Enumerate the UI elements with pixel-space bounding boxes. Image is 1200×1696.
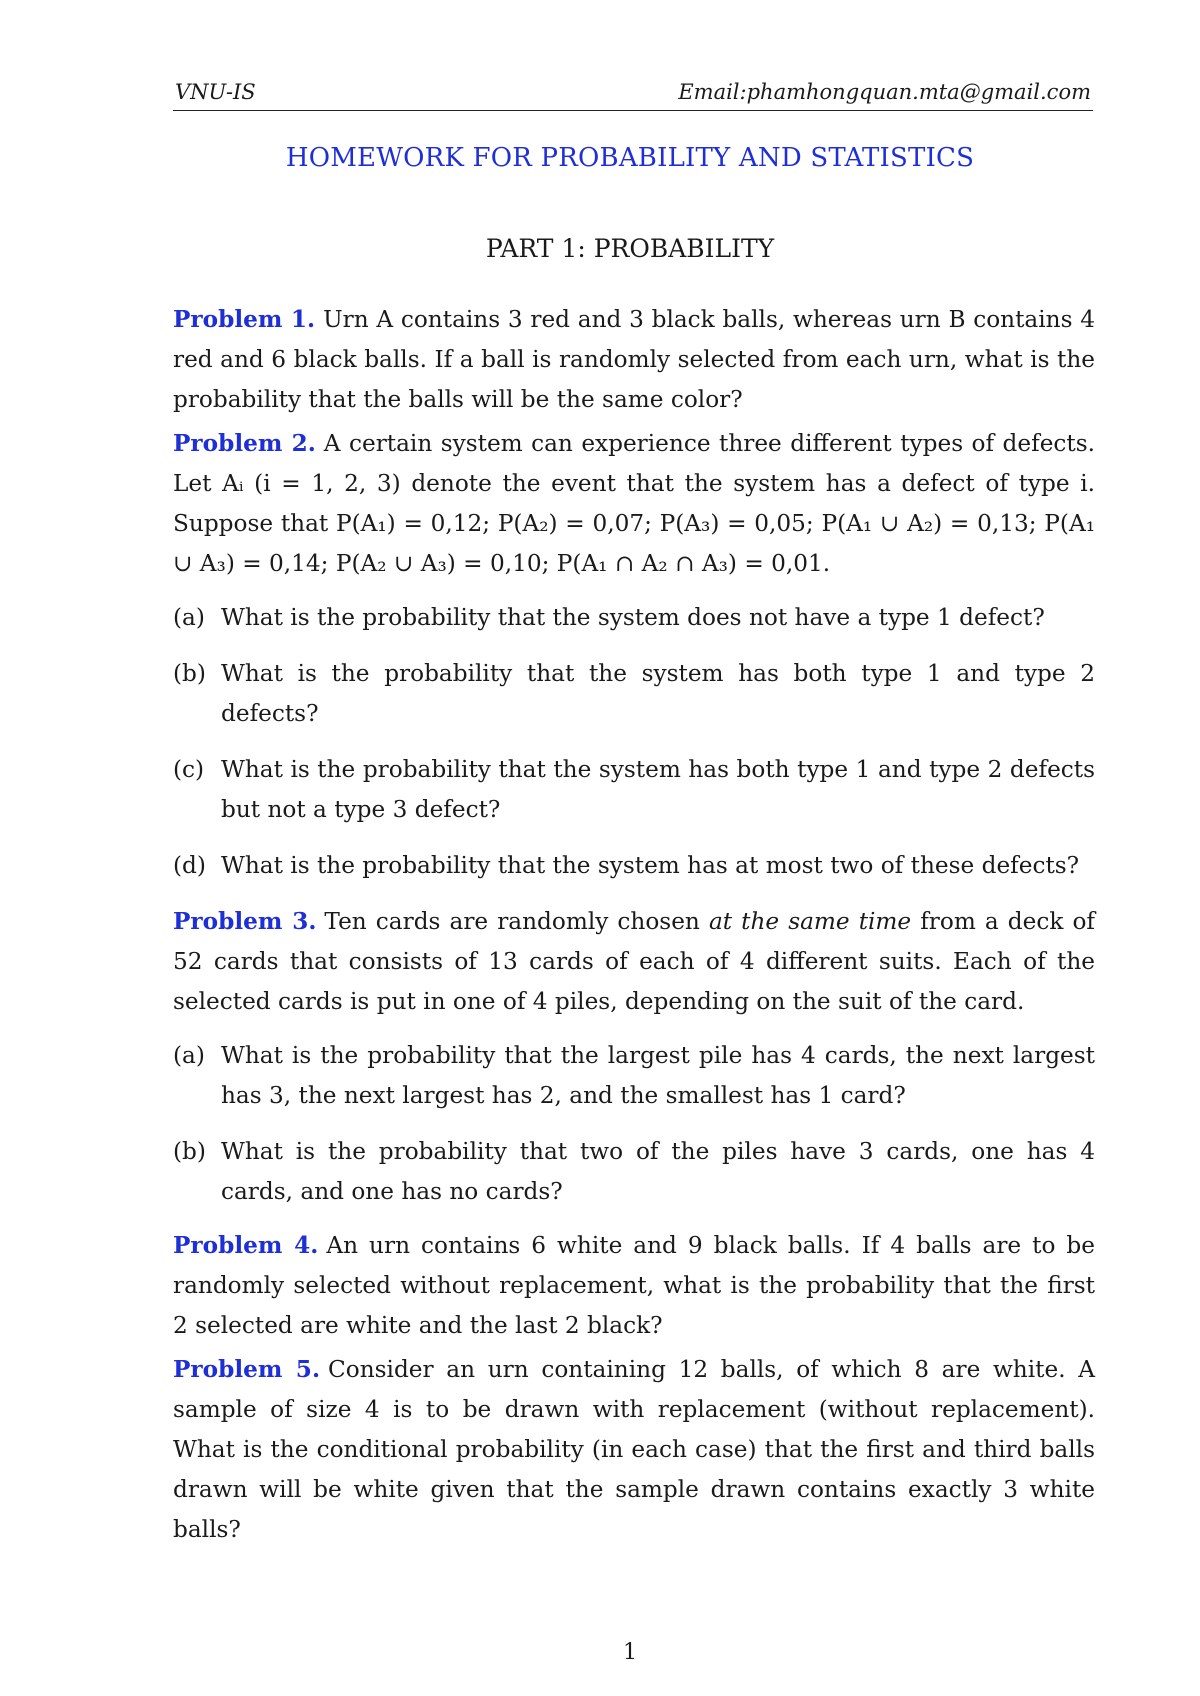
problem-emphasis: at the same time <box>708 908 912 935</box>
list-item <box>173 750 1095 830</box>
problem-2-items <box>173 598 1095 886</box>
item-text: What is the probability that the system has both type 1 and type 2 defects but not a type 3 defect? <box>221 756 1095 823</box>
problem-4 <box>173 1226 1095 1346</box>
problem-5 <box>173 1350 1095 1550</box>
item-text: What is the probability that the largest pile has 4 cards, the next largest has 3, the next largest has 2, and the smallest has 1 card? <box>221 1042 1095 1109</box>
problem-label: Problem 5. <box>173 1356 321 1383</box>
header-email: Email:phamhongquan.mta@gmail.com <box>678 80 1091 104</box>
item-text: What is the probability that the system does not have a type 1 defect? <box>221 604 1045 631</box>
problem-label: Problem 4. <box>173 1232 319 1259</box>
item-tag: (b) <box>173 1138 206 1165</box>
list-item <box>173 1036 1095 1116</box>
item-text: What is the probability that the system has at most two of these defects? <box>221 852 1080 879</box>
item-tag: (a) <box>173 604 205 631</box>
problem-text: Ten cards are randomly chosen <box>324 908 700 935</box>
problem-label: Problem 1. <box>173 306 316 333</box>
item-tag: (b) <box>173 660 206 687</box>
list-item <box>173 846 1095 886</box>
problem-2 <box>173 424 1095 584</box>
list-item <box>173 654 1095 734</box>
part-heading: PART 1: PROBABILITY <box>485 234 775 263</box>
list-item <box>173 598 1095 638</box>
item-tag: (d) <box>173 852 206 879</box>
document-title: HOMEWORK FOR PROBABILITY AND STATISTICS <box>285 143 975 173</box>
problem-3-items <box>173 1036 1095 1212</box>
item-tag: (a) <box>173 1042 205 1069</box>
problem-text: An urn contains 6 white and 9 black balls. If 4 balls are to be randomly selected without replacement, what is the probability that the first 2 selected are white and the last 2 black? <box>173 1232 1095 1339</box>
problem-text: Consider an urn containing 12 balls, of which 8 are white. A sample of size 4 is to be drawn with replacement (without replacement). What is the conditional probability (in each case) that the first and third balls drawn will be white given that the sample drawn contains exactly 3 white balls? <box>173 1356 1095 1543</box>
problem-text: Urn A contains 3 red and 3 black balls, whereas urn B contains 4 red and 6 black balls. If a ball is randomly selected from each urn, what is the probability that the balls will be the same color? <box>173 306 1095 413</box>
item-tag: (c) <box>173 756 205 783</box>
problem-text: A certain system can experience three different types of defects. Let Aᵢ (i = 1, 2, 3) denote the event that the system has a defect of type i. Suppose that P(A₁) = 0,12; P(A₂) = 0,07; P(A₃) = 0,05; P(A₁ ∪ A₂) = 0,13; P(A₁ ∪ A₃) = 0,14; P(A₂ ∪ A₃) = 0,10; P(A₁ ∩ A₂ ∩ A₃) = 0,01. <box>173 430 1095 577</box>
list-item <box>173 1132 1095 1212</box>
page-header <box>173 80 1093 111</box>
item-text: What is the probability that two of the piles have 3 cards, one has 4 cards, and one has no cards? <box>221 1138 1095 1205</box>
problem-3 <box>173 902 1095 1022</box>
item-text: What is the probability that the system has both type 1 and type 2 defects? <box>221 660 1095 727</box>
problem-label: Problem 3. <box>173 908 317 935</box>
document-body <box>173 300 1095 1550</box>
problem-text-cont: from a deck of 52 cards that consists of 13 cards of each of 4 different suits. Each of the selected cards is put in one of 4 piles, depending on the suit of the card. <box>173 908 1096 1015</box>
problem-label: Problem 2. <box>173 430 316 457</box>
header-left: VNU-IS <box>175 80 256 104</box>
problem-1 <box>173 300 1095 420</box>
page-number: 1 <box>623 1640 637 1665</box>
